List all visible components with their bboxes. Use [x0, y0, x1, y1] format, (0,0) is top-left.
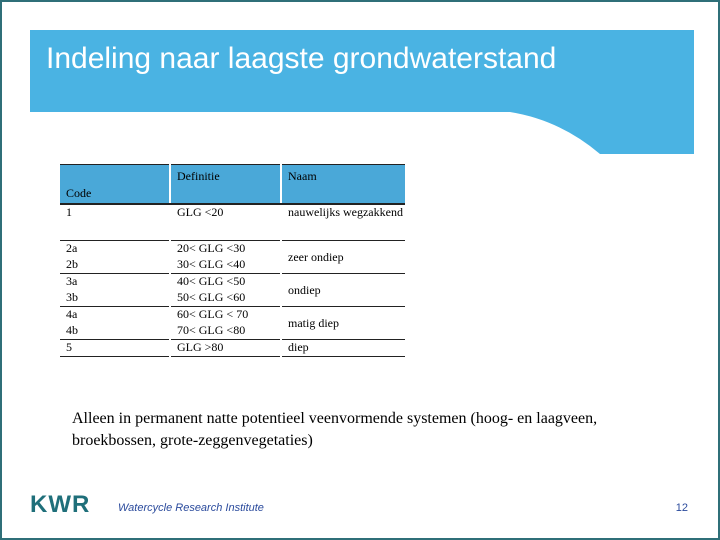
cell-code: 5 [60, 340, 170, 357]
groundwater-table [60, 164, 405, 357]
cell-code: 4a [66, 307, 78, 321]
header-code: Code [60, 165, 170, 205]
cell-code: 2a [60, 241, 170, 258]
logo-text: KWR [30, 491, 91, 518]
table-row [60, 241, 405, 258]
header-naam: Naam [281, 165, 405, 205]
cell-definitie: 30< GLG <40 [170, 257, 281, 274]
cell-code: 4b [60, 323, 170, 340]
table-row [60, 274, 405, 291]
cell-code: 1 [66, 205, 72, 219]
cell-naam: nauwelijks wegzakkend [281, 204, 405, 241]
page-title: Indeling naar laagste grondwaterstand [46, 42, 557, 75]
note-text: Alleen in permanent natte potentieel veenvormende systemen (hoog- en laagveen, broekbossen, grote-zeggenvegetaties) [72, 410, 598, 449]
cell-code: 3a [66, 274, 78, 288]
cell-definitie: 70< GLG <80 [170, 323, 281, 340]
cell-definitie: 20< GLG <30 [170, 241, 281, 258]
cell-definitie: GLG >80 [170, 340, 281, 357]
title-band [30, 30, 694, 154]
cell-naam: ondiep [281, 274, 405, 307]
institute-name: Watercycle Research Institute [118, 502, 264, 514]
cell-code: 3b [60, 290, 170, 307]
cell-naam: diep [281, 340, 405, 357]
table-header-row [60, 165, 405, 205]
cell-naam: zeer ondiep [281, 241, 405, 274]
page-number: 12 [675, 502, 688, 514]
cell-definitie: GLG <20 [170, 204, 281, 241]
table-row [60, 340, 405, 357]
cell-definitie: 40< GLG <50 [170, 274, 281, 291]
table-row [60, 204, 405, 241]
cell-definitie: 60< GLG < 70 [170, 307, 281, 324]
table-row [60, 307, 405, 324]
cell-definitie: 50< GLG <60 [170, 290, 281, 307]
kwr-logo [30, 490, 106, 518]
header-definitie: Definitie [170, 165, 281, 205]
cell-code: 2b [60, 257, 170, 274]
cell-naam: matig diep [281, 307, 405, 340]
